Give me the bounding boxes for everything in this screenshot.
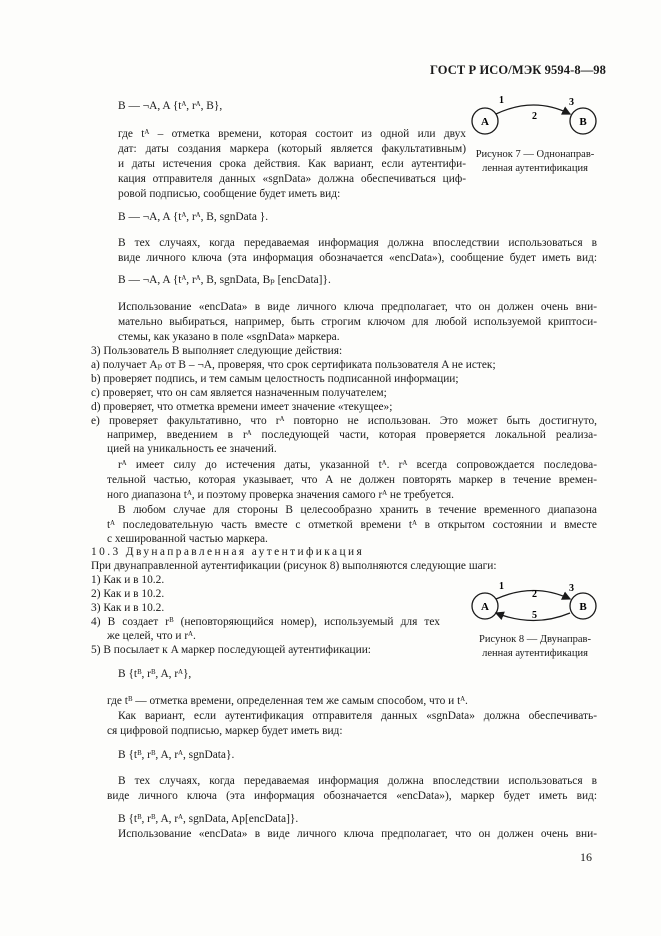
node-b-label: B	[579, 116, 587, 128]
step-label: 5	[532, 610, 537, 621]
section-heading: 10.3 Двунаправленная аутентификация	[91, 546, 365, 558]
text-line: В тех случаях, когда передаваемая информация должна впоследствии использоваться в	[118, 237, 597, 249]
text-line: кация отправителя данных «sgnData» должна обеспечиваться циф-	[118, 173, 466, 185]
caption-line: ленная аутентификация	[482, 163, 588, 174]
text-line: ровой подписью, сообщение будет иметь вид:	[118, 188, 341, 200]
step-label: 1	[499, 581, 504, 592]
step-label: 1	[499, 95, 504, 106]
text-line: мательно выбираться, например, быть строгим ключом для любой используемой криптоси-	[118, 316, 597, 328]
figure-7-diagram	[466, 94, 606, 142]
text-line: с хешированной частью маркера.	[107, 533, 268, 545]
text-line: rᴬ имеет силу до истечения даты, указанной tᴬ. rᴬ всегда сопровождается последова-	[118, 459, 597, 471]
node-a-label: A	[481, 601, 489, 613]
text-line: тельной частью, которая указывает, что A не должен повторять маркер в течение времен-	[107, 474, 597, 486]
list-item: 2) Как и в 10.2.	[91, 588, 165, 600]
list-item: d) проверяет, что отметка времени имеет значение «текущее»;	[91, 401, 393, 413]
formula-line: B {tᴮ, rᴮ, A, rᴬ},	[118, 668, 192, 680]
page-number: 16	[580, 850, 592, 864]
formula-line: B — ¬A, A {tᴬ, rᴬ, B, sgnData }.	[118, 211, 269, 223]
list-item: c) проверяет, что он сам является назначенным получателем;	[91, 387, 387, 399]
text-line: стемы, как указано в поле «sgnData» маркера.	[118, 331, 340, 343]
step-label: 2	[532, 589, 537, 600]
text-line: В тех случаях, когда передаваемая информация должна впоследствии использоваться в	[118, 775, 597, 787]
text-line: где tᴮ — отметка времени, определенная тем же самым способом, что и tᴬ.	[107, 695, 468, 707]
text-line: дат: даты создания маркера (который является факультативным)	[118, 143, 466, 155]
formula-line: B — ¬A, A {tᴬ, rᴬ, B},	[118, 100, 223, 112]
document-header: ГОСТ Р ИСО/МЭК 9594-8—98	[430, 63, 606, 77]
figure-8-caption	[470, 633, 600, 661]
figure-8-diagram	[466, 580, 606, 630]
formula-line: B — ¬A, A {tᴬ, rᴬ, B, sgnData, Bₚ [encData]}.	[118, 274, 331, 286]
text-line: и даты истечения срока действия. Как вариант, если аутентифи-	[118, 158, 466, 170]
text-line: tᴬ последовательную часть вместе с отметкой времени tᴬ в открытом состоянии и вместе	[107, 519, 597, 531]
text-line: виде личного ключа (эта информация обозначается «encData»), маркер будет иметь вид:	[107, 790, 597, 802]
list-item: например, введением в rᴬ последующей части, которая проверяется локальной реализа-	[107, 429, 597, 441]
list-item: a) получает Aₚ от B – ¬A, проверяя, что срок сертификата пользователя A не истек;	[91, 359, 496, 371]
figure-7-caption	[470, 148, 600, 176]
list-item: e) проверяет факультативно, что rᴬ повторно не использован. Это может быть достигнуто,	[91, 415, 597, 427]
text-line: Использование «encData» в виде личного ключа предполагает, что он должен очень вни-	[118, 301, 597, 313]
text-line: виде личного ключа (эта информация обозначается «encData»), сообщение будет иметь вид:	[118, 252, 597, 264]
caption-line: Рисунок 7 — Однонаправ-	[475, 149, 595, 160]
node-a-label: A	[481, 116, 489, 128]
list-item: 1) Как и в 10.2.	[91, 574, 165, 586]
list-item: 4) B создает rᴮ (неповторяющийся номер), используемый для тех	[91, 616, 440, 628]
list-item: 5) B посылает к A маркер последующей аутентификации:	[91, 644, 371, 656]
formula-line: B {tᴮ, rᴮ, A, rᴬ, sgnData, Ap[encData]}.	[118, 813, 299, 825]
text-line: Использование «encData» в виде личного ключа предполагает, что он должен очень вни-	[118, 828, 597, 840]
step-label: 2	[532, 111, 537, 122]
step-label: 3	[569, 97, 574, 108]
text-line: где tᴬ – отметка времени, которая состоит из одной или двух	[118, 128, 466, 140]
list-item: цией на уникальность ее значений.	[107, 443, 277, 455]
list-item: 3) Как и в 10.2.	[91, 602, 165, 614]
text-line: При двунаправленной аутентификации (рисунок 8) выполняются следующие шаги:	[91, 560, 497, 572]
text-line: ного диапазона tᴬ, и поэтому проверка значения самого rᴬ не требуется.	[107, 489, 454, 501]
list-item: 3) Пользователь B выполняет следующие действия:	[91, 345, 343, 357]
text-line: Как вариант, если аутентификация отправителя данных «sgnData» должна обеспечивать-	[118, 710, 597, 722]
text-line: В любом случае для стороны B целесообразно хранить в течение временного диапазона	[118, 504, 597, 516]
node-b-label: B	[579, 601, 587, 613]
step-label: 3	[569, 583, 574, 594]
list-item: b) проверяет подпись, и тем самым целостность подписанной информации;	[91, 373, 459, 385]
caption-line: ленная аутентификация	[482, 648, 588, 659]
list-item: же целей, что и rᴬ.	[107, 630, 196, 642]
formula-line: B {tᴮ, rᴮ, A, rᴬ, sgnData}.	[118, 749, 235, 761]
text-line: ся цифровой подписью, маркер будет иметь вид:	[107, 725, 343, 737]
caption-line: Рисунок 8 — Двунаправ-	[479, 634, 591, 645]
